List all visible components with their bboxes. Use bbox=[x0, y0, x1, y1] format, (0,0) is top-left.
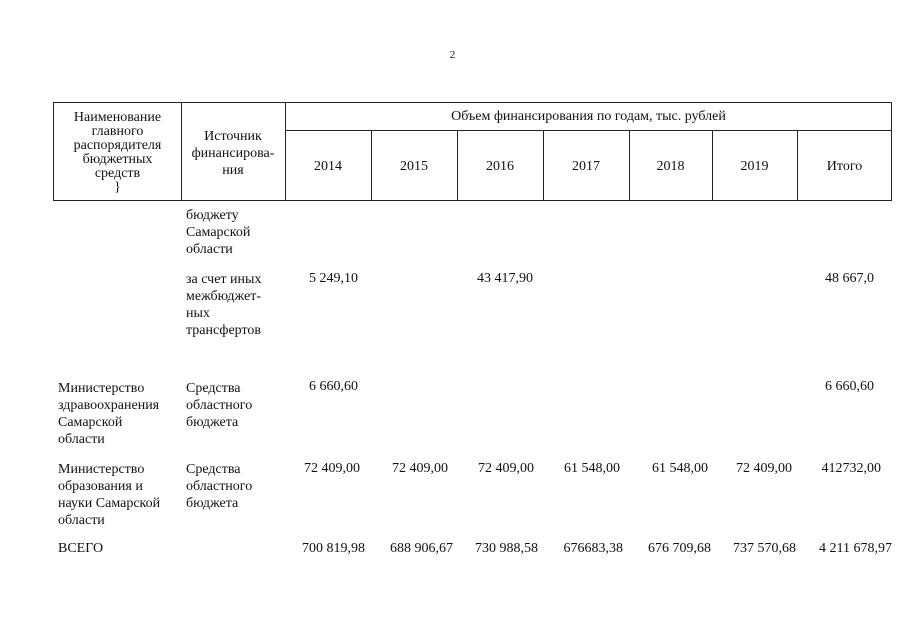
header-manager-line: средств bbox=[94, 166, 141, 181]
cell-value: 5 249,10 bbox=[309, 271, 358, 286]
cell-value: 72 409,00 bbox=[736, 461, 792, 476]
source-line: за счет иных bbox=[186, 272, 262, 287]
cell-value: 688 906,67 bbox=[390, 541, 453, 556]
source-line: бюджета bbox=[186, 496, 239, 511]
source-line: бюджета bbox=[186, 415, 239, 430]
cell-value: 43 417,90 bbox=[477, 271, 533, 286]
cell-value: 737 570,68 bbox=[733, 541, 796, 556]
source-line: областного bbox=[186, 398, 253, 413]
header-manager-line: главного bbox=[91, 124, 144, 139]
cell-value: 6 660,60 bbox=[825, 379, 874, 394]
cell-value: 72 409,00 bbox=[392, 461, 448, 476]
header-source-line: Источник bbox=[204, 129, 262, 144]
manager-line: науки Самарской bbox=[58, 496, 161, 511]
table-header bbox=[53, 102, 892, 201]
page-number: 2 bbox=[449, 49, 456, 61]
manager-line: образования и bbox=[58, 479, 143, 494]
header-source-line: ния bbox=[222, 163, 244, 178]
source-line: Средства bbox=[186, 381, 241, 396]
table-row-source bbox=[186, 380, 252, 431]
header-group-title: Объем финансирования по годам, тыс. рублей bbox=[451, 109, 726, 124]
cell-value: 4 211 678,97 bbox=[819, 541, 892, 556]
cell-value: 412732,00 bbox=[821, 461, 881, 476]
source-line: бюджету bbox=[186, 208, 239, 223]
cell-value: 72 409,00 bbox=[304, 461, 360, 476]
manager-line: области bbox=[58, 513, 105, 528]
cell-value: 676683,38 bbox=[563, 541, 623, 556]
cell-value: 700 819,98 bbox=[302, 541, 365, 556]
source-line: трансфертов bbox=[186, 323, 262, 338]
cell-value: 48 667,0 bbox=[825, 271, 874, 286]
cell-value: 61 548,00 bbox=[652, 461, 708, 476]
table-row-manager bbox=[58, 461, 160, 529]
source-line: межбюджет- bbox=[186, 289, 262, 304]
header-year: 2016 bbox=[486, 159, 514, 174]
source-line: области bbox=[186, 242, 233, 257]
header-manager-line: распорядителя bbox=[73, 138, 162, 153]
header-source-line: финансирова- bbox=[191, 146, 275, 161]
cell-value: 676 709,68 bbox=[648, 541, 711, 556]
manager-line: Самарской bbox=[58, 415, 123, 430]
header-manager: Наименование главного распорядителя бюджетных средств } bbox=[54, 111, 181, 195]
total-label: ВСЕГО bbox=[58, 541, 104, 556]
header-source bbox=[181, 128, 285, 179]
source-line: Средства bbox=[186, 462, 241, 477]
header-year: 2017 bbox=[572, 159, 600, 174]
header-manager-line: Наименование bbox=[73, 110, 162, 125]
source-line: областного bbox=[186, 479, 253, 494]
cell-value: 72 409,00 bbox=[478, 461, 534, 476]
manager-line: Министерство bbox=[58, 462, 145, 477]
header-total: Итого bbox=[826, 159, 863, 174]
manager-line: области bbox=[58, 432, 105, 447]
table-row-source bbox=[186, 271, 261, 339]
cell-value: 6 660,60 bbox=[309, 379, 358, 394]
header-year: 2014 bbox=[314, 159, 342, 174]
cell-value: 61 548,00 bbox=[564, 461, 620, 476]
manager-line: здравоохранения bbox=[58, 398, 160, 413]
table-row-manager bbox=[58, 380, 159, 448]
table-row-source bbox=[186, 207, 250, 258]
header-year: 2018 bbox=[656, 159, 685, 174]
source-line: ных bbox=[186, 306, 210, 321]
source-line: Самарской bbox=[186, 225, 251, 240]
manager-line: Министерство bbox=[58, 381, 145, 396]
header-manager-line: бюджетных bbox=[82, 152, 153, 167]
cell-value: 730 988,58 bbox=[475, 541, 538, 556]
header-year: 2015 bbox=[400, 159, 428, 174]
header-year: 2019 bbox=[740, 159, 769, 174]
table-row-source bbox=[186, 461, 252, 512]
divider bbox=[285, 130, 892, 131]
